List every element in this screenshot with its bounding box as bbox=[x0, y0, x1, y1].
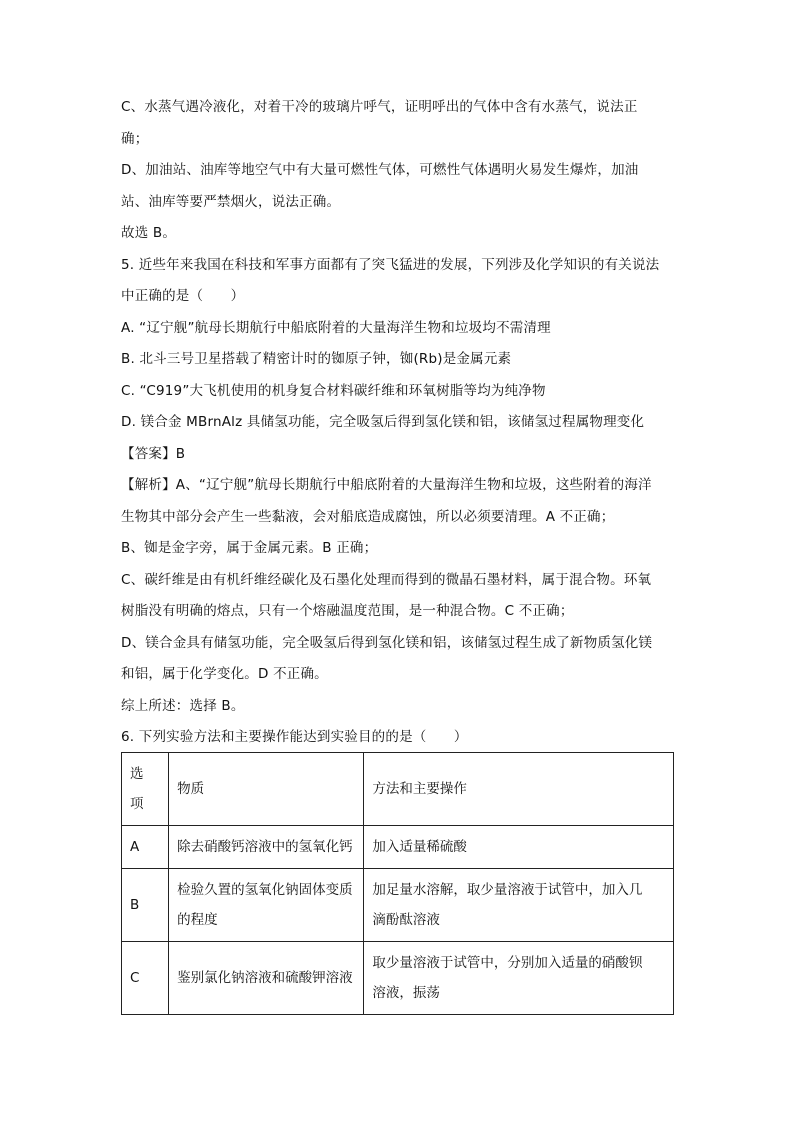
question-5-stem: 中正确的是（ ） bbox=[121, 288, 245, 304]
option-cell: C bbox=[122, 942, 169, 1015]
analysis-line: 生物其中部分会产生一些黏液，会对船底造成腐蚀，所以必须要清理。A 不正确； bbox=[121, 508, 615, 525]
option-cell: B bbox=[122, 869, 169, 942]
analysis-line: D、镁合金具有储氢功能，完全吸氢后得到氢化镁和铝，该储氢过程生成了新物质氢化镁 bbox=[121, 634, 653, 651]
method-cell: 加入适量稀硫酸 bbox=[364, 826, 674, 869]
analysis-line: 【解析】A、“辽宁舰”航母长期航行中船底附着的大量海洋生物和垃圾，这些附着的海洋 bbox=[121, 477, 652, 493]
table-row bbox=[122, 942, 674, 1015]
text-line: D、加油站、油库等地空气中有大量可燃性气体，可燃性气体遇明火易发生爆炸，加油 bbox=[121, 162, 639, 178]
table-row bbox=[122, 826, 674, 869]
option-a: A. “辽宁舰”航母长期航行中船底附着的大量海洋生物和垃圾均不需清理 bbox=[121, 319, 551, 336]
header-method-cell: 方法和主要操作 bbox=[364, 753, 674, 826]
method-cell: 取少量溶液于试管中，分别加入适量的硝酸钡 溶液，振荡 bbox=[364, 942, 674, 1015]
analysis-line: 和铝，属于化学变化。D 不正确。 bbox=[121, 666, 328, 682]
analysis-line: B、铷是金字旁，属于金属元素。B 正确； bbox=[121, 540, 378, 556]
table-header-row bbox=[122, 753, 674, 826]
text-line: 确； bbox=[121, 130, 149, 147]
answer-line: 【答案】B bbox=[121, 445, 186, 462]
option-b: B. 北斗三号卫星搭载了精密计时的铷原子钟，铷(Rb)是金属元素 bbox=[121, 351, 512, 367]
header-substance-cell: 物质 bbox=[169, 753, 364, 826]
text-line: 故选 B。 bbox=[121, 225, 177, 241]
analysis-line: 树脂没有明确的熔点，只有一个熔融温度范围，是一种混合物。C 不正确； bbox=[121, 603, 574, 619]
document-body bbox=[121, 92, 681, 754]
header-option-cell: 选 项 bbox=[122, 753, 169, 826]
text-line: 站、油库等要严禁烟火，说法正确。 bbox=[121, 193, 341, 210]
option-c: C. “C919”大飞机使用的机身复合材料碳纤维和环氧树脂等均为纯净物 bbox=[121, 382, 546, 399]
option-cell: A bbox=[122, 826, 169, 869]
substance-cell: 鉴别氯化钠溶液和硫酸钾溶液 bbox=[169, 942, 364, 1015]
option-d: D. 镁合金 MBrnAlz 具储氢功能，完全吸氢后得到氢化镁和铝，该储氢过程属物理变化 bbox=[121, 414, 645, 430]
analysis-line: C、碳纤维是由有机纤维经碳化及石墨化处理而得到的微晶石墨材料，属于混合物。环氧 bbox=[121, 571, 652, 588]
substance-cell: 检验久置的氢氧化钠固体变质 的程度 bbox=[169, 869, 364, 942]
text-line: C、水蒸气遇冷液化，对着干冷的玻璃片呼气，证明呼出的气体中含有水蒸气，说法正 bbox=[121, 99, 638, 115]
method-cell: 加足量水溶解，取少量溶液于试管中，加入几 滴酚酞溶液 bbox=[364, 869, 674, 942]
summary-line: 综上所述：选择 B。 bbox=[121, 697, 245, 714]
question-5-stem: 5. 近些年来我国在科技和军事方面都有了突飞猛进的发展，下列涉及化学知识的有关说法 bbox=[121, 256, 660, 273]
table-row bbox=[122, 869, 674, 942]
options-table bbox=[121, 752, 674, 1015]
substance-cell: 除去硝酸钙溶液中的氢氧化钙 bbox=[169, 826, 364, 869]
question-6-stem: 6. 下列实验方法和主要操作能达到实验目的的是（ ） bbox=[121, 729, 468, 745]
